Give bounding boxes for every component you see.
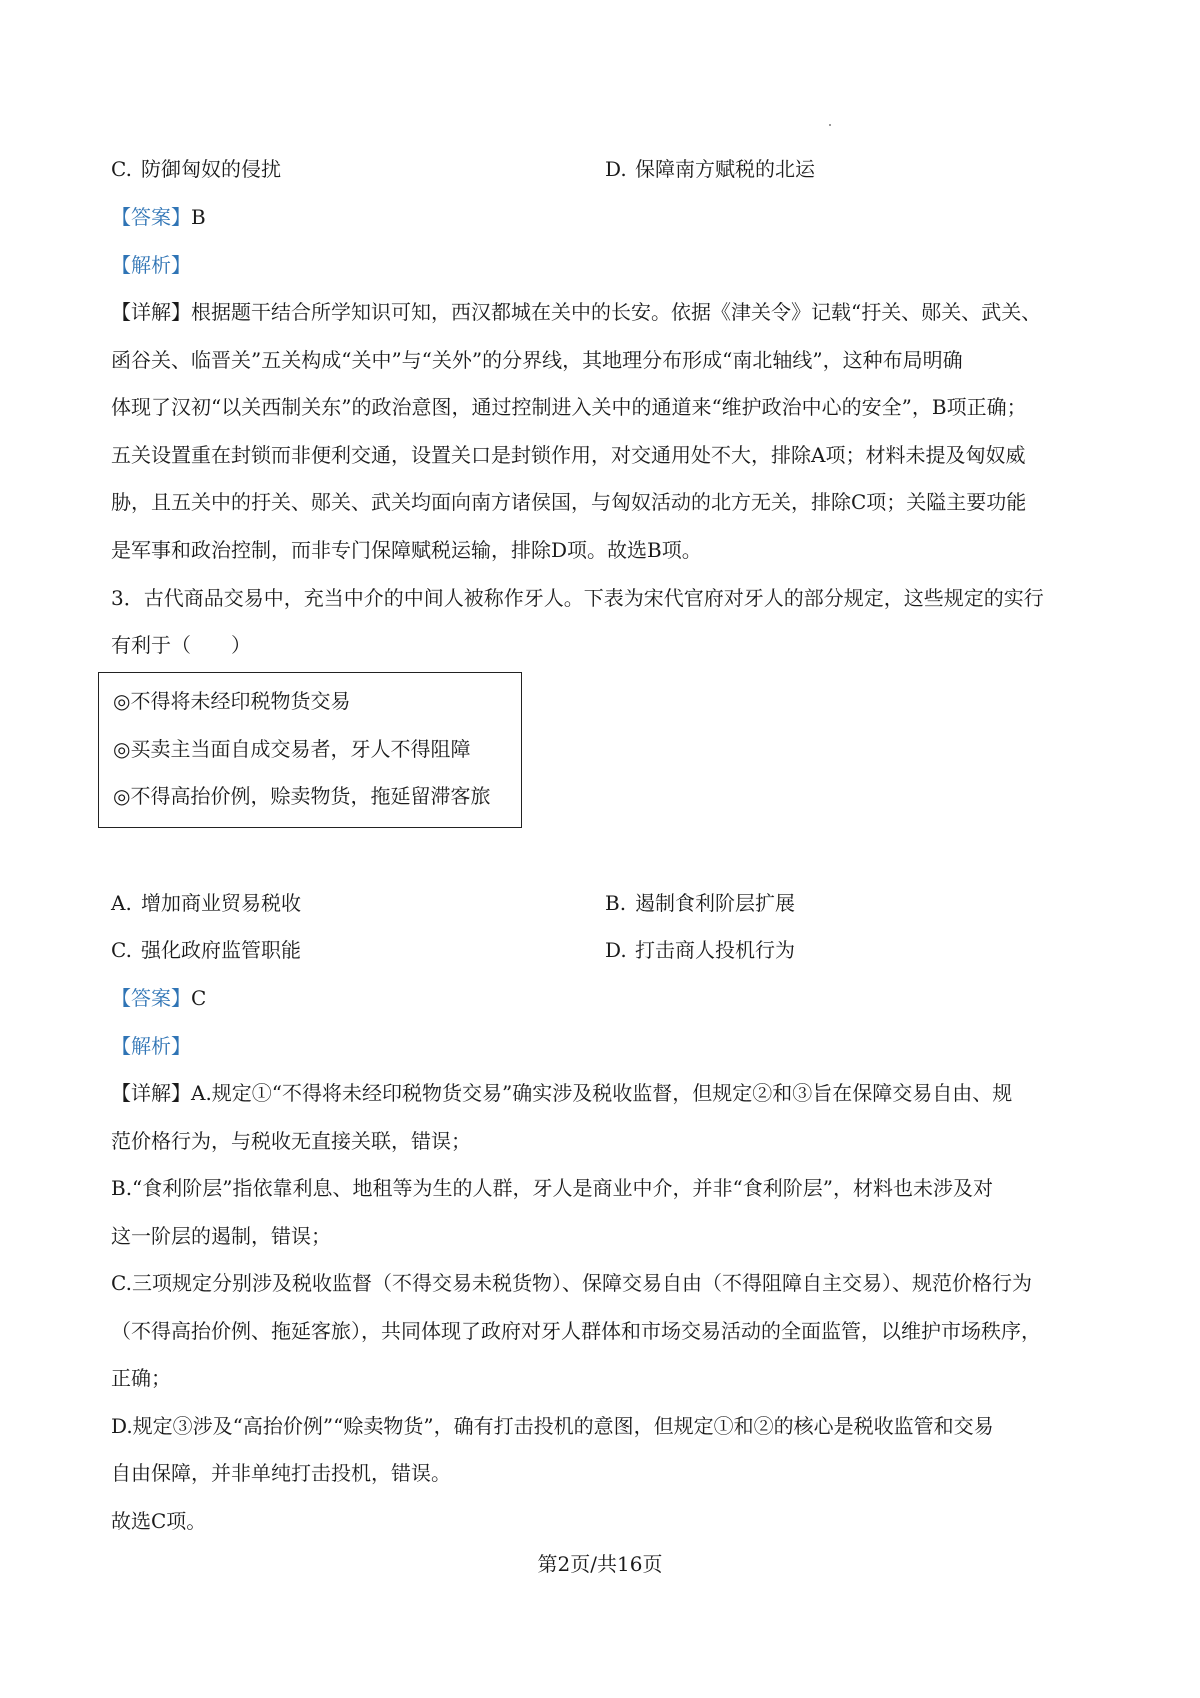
prev-option-d: [605, 154, 815, 184]
prev-option-c: [111, 154, 281, 184]
q2-detail-line: 函谷关、临晋关”五关构成“关中”与“关外”的分界线，其地理分布形成“南北轴线”，这种布局明确: [111, 348, 963, 372]
option-text: 增加商业贸易税收: [141, 891, 301, 915]
q2-detail-line: 胁，且五关中的扜关、郧关、武关均面向南方诸侯国，与匈奴活动的北方无关，排除C项；关隘主要功能: [111, 490, 1027, 514]
q3-analysis-heading: [111, 1031, 1101, 1061]
q3-explain-line: 这一阶层的遏制，错误；: [111, 1224, 331, 1248]
q3-explain-line: 范价格行为，与税收无直接关联，错误；: [111, 1129, 471, 1153]
analysis-tag: 【解析】: [111, 1034, 191, 1058]
option-text: 强化政府监管职能: [141, 938, 301, 962]
option-letter: C.: [111, 157, 132, 181]
q3-option-b: [605, 888, 795, 918]
detail-text: 根据题干结合所学知识可知，西汉都城在关中的长安。依据《津关令》记载“扜关、郧关、武关、: [191, 300, 1042, 324]
scan-speck: [829, 124, 831, 126]
q3-stem-line: 3．古代商品交易中，充当中介的中间人被称作牙人。下表为宋代官府对牙人的部分规定，这些规定的实行: [111, 586, 1044, 610]
option-letter: C.: [111, 938, 132, 962]
answer-tag: 【答案】: [111, 205, 191, 229]
q3-explain-line: 故选C项。: [111, 1509, 207, 1533]
detail-text: A.规定①“不得将未经印税物货交易”确实涉及税收监督，但规定②和③旨在保障交易自由、规: [191, 1081, 1013, 1105]
option-text: 防御匈奴的侵扰: [141, 157, 281, 181]
analysis-tag: 【解析】: [111, 253, 191, 277]
rule-item: ◎买卖主当面自成交易者，牙人不得阻障: [113, 737, 471, 761]
option-letter: B.: [605, 891, 627, 915]
q3-answer: [111, 983, 1101, 1013]
q3-option-a: [111, 888, 301, 918]
option-letter: A.: [111, 891, 132, 915]
rule-item: ◎不得高抬价例，赊卖物货，拖延留滞客旅: [113, 784, 491, 808]
q3-detail-line: [111, 1078, 1101, 1108]
q3-explain-line: 正确；: [111, 1366, 171, 1390]
q3-option-d: [605, 935, 795, 965]
q2-detail-line: 五关设置重在封锁而非便利交通，设置关口是封锁作用，对交通用处不大，排除A项；材料未提及匈奴威: [111, 443, 1026, 467]
q3-explain-line: B.“食利阶层”指依靠利息、地租等为生的人群，牙人是商业中介，并非“食利阶层”，材料也未涉及对: [111, 1176, 993, 1200]
q2-detail-line: [111, 297, 1101, 327]
answer-value: C: [191, 986, 207, 1010]
q3-explain-line: D.规定③涉及“高抬价例”“赊卖物货”，确有打击投机的意图，但规定①和②的核心是税收监管和交易: [111, 1414, 994, 1438]
q2-detail-line: 是军事和政治控制，而非专门保障赋税运输，排除D项。故选B项。: [111, 538, 702, 562]
page-number: 第2页/共16页: [537, 1552, 663, 1576]
q3-explain-line: C.三项规定分别涉及税收监督（不得交易未税货物）、保障交易自由（不得阻障自主交易）、规范价格行为: [111, 1271, 1032, 1295]
q3-explain-line: （不得高抬价例、拖延客旅），共同体现了政府对牙人群体和市场交易活动的全面监管，以维护市场秩序，: [111, 1319, 1041, 1343]
option-text: 遏制食利阶层扩展: [635, 891, 795, 915]
q3-stem-line: 有利于（ ）: [111, 633, 251, 657]
q3-option-c: [111, 935, 301, 965]
q3-explain-line: 自由保障，并非单纯打击投机，错误。: [111, 1461, 451, 1485]
option-letter: D.: [605, 938, 627, 962]
answer-tag: 【答案】: [111, 986, 191, 1010]
answer-value: B: [191, 205, 206, 229]
option-letter: D.: [605, 157, 627, 181]
detail-tag: 【详解】: [111, 1081, 191, 1105]
q2-analysis-heading: [111, 250, 1101, 280]
option-text: 保障南方赋税的北运: [635, 157, 815, 181]
rule-item: ◎不得将未经印税物货交易: [113, 689, 351, 713]
detail-tag: 【详解】: [111, 300, 191, 324]
rules-table: [98, 672, 522, 828]
option-text: 打击商人投机行为: [635, 938, 795, 962]
q2-detail-line: 体现了汉初“以关西制关东”的政治意图，通过控制进入关中的通道来“维护政治中心的安全”，B项正确；: [111, 395, 1027, 419]
q2-answer: [111, 202, 1101, 232]
